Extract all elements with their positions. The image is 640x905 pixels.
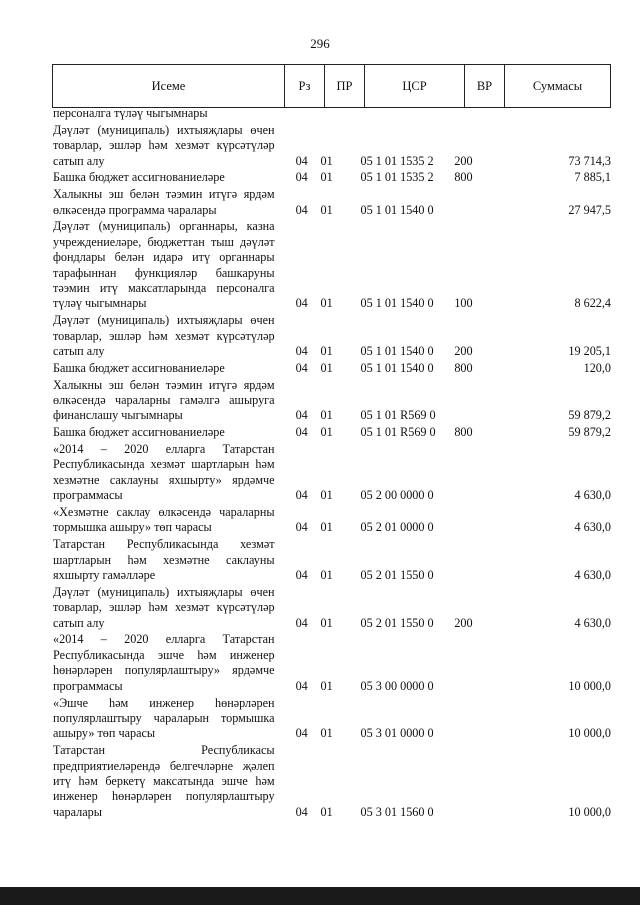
cell-rz: 04 xyxy=(295,804,308,819)
page-number: 296 xyxy=(310,36,330,51)
table-row xyxy=(52,505,611,536)
cell-sum: 8 622,4 xyxy=(574,296,612,311)
cell-rz: 04 xyxy=(295,520,308,535)
cell-pr: 01 xyxy=(320,202,333,217)
cell-csr: 05 1 01 1540 0 xyxy=(360,296,434,311)
cell-csr: 05 1 01 1540 0 xyxy=(360,360,434,375)
cell-rz: 04 xyxy=(295,615,308,630)
cell-name: Башка бюджет ассигнованиеләре xyxy=(53,360,225,375)
table-row xyxy=(52,442,611,504)
cell-csr: 05 3 01 0000 0 xyxy=(360,726,434,741)
cell-vr: 200 xyxy=(454,153,473,168)
cell-csr: 05 1 01 1540 0 xyxy=(360,202,434,217)
cell-name: Башка бюджет ассигнованиеләре xyxy=(53,170,225,185)
cell-vr: 200 xyxy=(454,344,473,359)
cell-rz: 04 xyxy=(295,726,308,741)
cell-sum: 59 879,2 xyxy=(568,408,612,423)
cell-csr: 05 2 01 1550 0 xyxy=(360,568,434,583)
header-rz: Рз xyxy=(285,65,325,107)
header-vr: ВР xyxy=(465,65,505,107)
cell-csr: 05 1 01 1535 2 xyxy=(360,170,434,185)
cell-sum: 19 205,1 xyxy=(568,344,612,359)
cell-csr: 05 1 01 1535 2 xyxy=(360,153,434,168)
cell-csr: 05 2 00 0000 0 xyxy=(360,488,434,503)
table-row xyxy=(52,106,611,121)
cell-sum: 10 000,0 xyxy=(568,678,612,693)
cell-sum: 4 630,0 xyxy=(574,568,612,583)
cell-name: Татарстан Республикасында хезмәт шартларын һәм хезмәтне саклауны яхшырту гамәлләре xyxy=(53,537,275,583)
cell-pr: 01 xyxy=(320,520,333,535)
cell-pr: 01 xyxy=(320,360,333,375)
cell-name: Дәүләт (муниципаль) ихтыяҗлары өчен товарлар, эшләр һәм хезмәт күрсәтүләр сатып алу xyxy=(53,584,275,630)
cell-csr: 05 2 01 0000 0 xyxy=(360,520,434,535)
cell-name: персоналга түләү чыгымнары xyxy=(53,106,208,120)
cell-sum: 4 630,0 xyxy=(574,615,612,630)
cell-sum: 73 714,3 xyxy=(568,153,612,168)
cell-rz: 04 xyxy=(295,678,308,693)
cell-rz: 04 xyxy=(295,408,308,423)
table-row xyxy=(52,123,611,169)
cell-sum: 120,0 xyxy=(583,360,612,375)
table-row xyxy=(52,361,611,376)
table-row xyxy=(52,170,611,185)
cell-pr: 01 xyxy=(320,170,333,185)
cell-rz: 04 xyxy=(295,170,308,185)
cell-pr: 01 xyxy=(320,296,333,311)
cell-csr: 05 1 01 R569 0 xyxy=(360,408,436,423)
cell-name: Татарстан Республикасы предприятиеләрендә белгечләрне җәлеп итү һәм беркетү максатында эшче һәм инженер һөнәрләрен популярлаштыру чаралары xyxy=(53,743,275,819)
cell-name: Дәүләт (муниципаль) органнары, казна учреждениеләре, бюджеттан тыш дәүләт фондлары белән идарә итү органнары тарафыннан функцияләр башкаруны тәэмин итү максатларында персоналга түләү чыгымнары xyxy=(53,219,275,311)
table-row xyxy=(52,219,611,311)
table-row xyxy=(52,537,611,583)
scan-edge xyxy=(0,887,640,905)
cell-pr: 01 xyxy=(320,568,333,583)
header-csr: ЦСР xyxy=(365,65,465,107)
cell-name: Дәүләт (муниципаль) ихтыяҗлары өчен товарлар, эшләр һәм хезмәт күрсәтүләр сатып алу xyxy=(53,122,275,168)
cell-pr: 01 xyxy=(320,726,333,741)
cell-csr: 05 2 01 1550 0 xyxy=(360,615,434,630)
cell-rz: 04 xyxy=(295,153,308,168)
cell-pr: 01 xyxy=(320,488,333,503)
header-name: Исеме xyxy=(53,65,285,107)
cell-pr: 01 xyxy=(320,804,333,819)
cell-name: «2014 – 2020 елларга Татарстан Республикасында эшче һәм инженер һөнәрләрен популярлаштыру» ярдәмче программасы xyxy=(53,632,275,693)
table-row xyxy=(52,378,611,424)
cell-csr: 05 3 00 0000 0 xyxy=(360,678,434,693)
cell-sum: 10 000,0 xyxy=(568,804,612,819)
cell-pr: 01 xyxy=(320,678,333,693)
header-pr: ПР xyxy=(325,65,365,107)
cell-vr: 100 xyxy=(454,296,473,311)
cell-name: «2014 – 2020 елларга Татарстан Республикасында хезмәт шартларын һәм хезмәтне саклауны яхшырту» ярдәмче программасы xyxy=(53,442,275,503)
cell-sum: 4 630,0 xyxy=(574,520,612,535)
cell-name: Халыкны эш белән тәэмин итүгә ярдәм өлкәсендә чараларны гамәлгә ашыруга финанслашу чыгымнары xyxy=(53,377,275,423)
table-header xyxy=(52,64,611,108)
cell-sum: 59 879,2 xyxy=(568,425,612,440)
cell-vr: 800 xyxy=(454,170,473,185)
cell-rz: 04 xyxy=(295,296,308,311)
table-row xyxy=(52,313,611,359)
cell-name: «Хезмәтне саклау өлкәсендә чараларны тормышка ашыру» төп чарасы xyxy=(53,505,275,535)
cell-name: Дәүләт (муниципаль) ихтыяҗлары өчен товарлар, эшләр һәм хезмәт күрсәтүләр сатып алу xyxy=(53,313,275,359)
cell-csr: 05 3 01 1560 0 xyxy=(360,804,434,819)
cell-rz: 04 xyxy=(295,344,308,359)
cell-pr: 01 xyxy=(320,344,333,359)
cell-sum: 4 630,0 xyxy=(574,488,612,503)
cell-sum: 27 947,5 xyxy=(568,202,612,217)
table-row xyxy=(52,696,611,742)
cell-rz: 04 xyxy=(295,568,308,583)
cell-sum: 10 000,0 xyxy=(568,726,612,741)
cell-vr: 800 xyxy=(454,425,473,440)
cell-csr: 05 1 01 1540 0 xyxy=(360,344,434,359)
cell-vr: 200 xyxy=(454,615,473,630)
cell-pr: 01 xyxy=(320,615,333,630)
cell-rz: 04 xyxy=(295,488,308,503)
cell-vr: 800 xyxy=(454,360,473,375)
cell-pr: 01 xyxy=(320,408,333,423)
cell-pr: 01 xyxy=(320,153,333,168)
cell-rz: 04 xyxy=(295,360,308,375)
table-row xyxy=(52,743,611,820)
cell-rz: 04 xyxy=(295,425,308,440)
cell-name: Халыкны эш белән тәэмин итүгә ярдәм өлкәсендә программа чаралары xyxy=(53,187,275,217)
cell-name: «Эшче һәм инженер һөнәрләрен популярлаштыру чараларын тормышка ашыру» төп чарасы xyxy=(53,695,275,741)
cell-pr: 01 xyxy=(320,425,333,440)
table-row xyxy=(52,425,611,440)
cell-rz: 04 xyxy=(295,202,308,217)
table-body xyxy=(52,106,611,822)
header-sum: Суммасы xyxy=(532,78,583,93)
cell-name: Башка бюджет ассигнованиеләре xyxy=(53,425,225,440)
table-row xyxy=(52,585,611,631)
cell-csr: 05 1 01 R569 0 xyxy=(360,425,436,440)
table-row xyxy=(52,632,611,694)
table-row xyxy=(52,187,611,218)
cell-sum: 7 885,1 xyxy=(574,170,612,185)
